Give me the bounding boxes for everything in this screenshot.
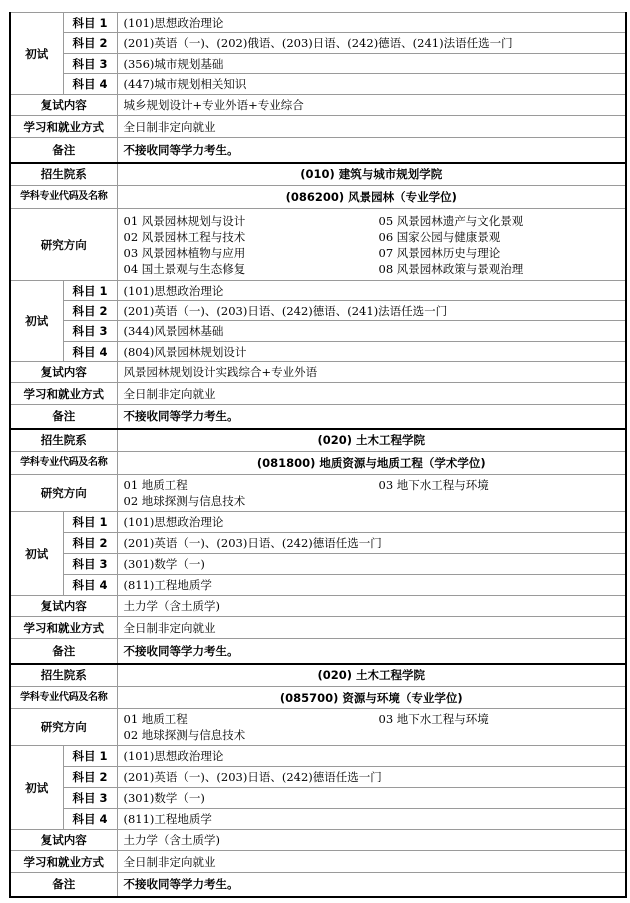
major-label: 学科专业代码及名称: [10, 452, 117, 475]
directions-list: [124, 211, 626, 279]
subject-label: 科目 1: [63, 281, 117, 301]
subject-value: (301)数学（一): [117, 554, 626, 575]
table-row: [10, 405, 626, 429]
fushi-value: 土力学（含土质学): [117, 830, 626, 851]
fushi-value: 土力学（含土质学): [117, 596, 626, 617]
table-row: [10, 851, 626, 873]
table-row: [10, 321, 626, 342]
table-row: [10, 687, 626, 709]
study-mode-value: 全日制非定向就业: [117, 116, 626, 138]
remark-label: 备注: [10, 138, 117, 163]
subject-label: 科目 4: [63, 342, 117, 362]
table-row: [10, 575, 626, 596]
chushi-label: 初试: [10, 746, 63, 830]
subject-label: 科目 2: [63, 767, 117, 788]
table-row: [10, 33, 626, 54]
admissions-table: [9, 12, 627, 898]
department-label: 招生院系: [10, 664, 117, 687]
fushi-label: 复试内容: [10, 362, 117, 383]
table-row: [10, 664, 626, 687]
table-row: [10, 186, 626, 209]
table-row: [10, 95, 626, 116]
subject-value: (101)思想政治理论: [117, 281, 626, 301]
subject-value: (811)工程地质学: [117, 809, 626, 830]
study-mode-label: 学习和就业方式: [10, 116, 117, 138]
department-value: (020) 土木工程学院: [117, 664, 626, 687]
subject-value: (201)英语（一)、(203)日语、(242)德语任选一门: [117, 767, 626, 788]
direction-item: 05 风景园林遗产与文化景观: [378, 213, 524, 228]
direction-item: 03 风景园林植物与应用: [123, 245, 246, 260]
remark-label: 备注: [10, 873, 117, 897]
remark-label: 备注: [10, 405, 117, 429]
direction-item: 02 地球探测与信息技术: [123, 494, 246, 508]
table-row: [10, 138, 626, 163]
table-row: [10, 709, 626, 746]
direction-item: 08 风景园林政策与景观治理: [378, 261, 524, 276]
study-mode-label: 学习和就业方式: [10, 851, 117, 873]
table-row: [10, 209, 626, 281]
subject-value: (301)数学（一): [117, 788, 626, 809]
subject-label: 科目 1: [63, 13, 117, 33]
subject-label: 科目 4: [63, 74, 117, 95]
direction-item: 07 风景园林历史与理论: [378, 245, 501, 260]
table-row: [10, 429, 626, 452]
table-row: [10, 452, 626, 475]
table-row: [10, 362, 626, 383]
subject-value: (447)城市规划相关知识: [117, 74, 626, 95]
table-row: [10, 163, 626, 186]
direction-item: 01 地质工程: [123, 478, 188, 492]
department-label: 招生院系: [10, 429, 117, 452]
subject-value: (344)风景园林基础: [117, 321, 626, 342]
subject-value: (804)风景园林规划设计: [117, 342, 626, 362]
remark-value: 不接收同等学力考生。: [117, 138, 626, 163]
study-mode-label: 学习和就业方式: [10, 617, 117, 639]
chushi-label: 初试: [10, 512, 63, 596]
fushi-value: 城乡规划设计+专业外语+专业综合: [117, 95, 626, 116]
table-row: [10, 301, 626, 321]
directions-label: 研究方向: [10, 475, 117, 512]
subject-value: (201)英语（一)、(203)日语、(242)德语任选一门: [117, 533, 626, 554]
subject-label: 科目 1: [63, 512, 117, 533]
table-row: [10, 809, 626, 830]
remark-value: 不接收同等学力考生。: [117, 873, 626, 897]
table-row: [10, 475, 626, 512]
major-label: 学科专业代码及名称: [10, 186, 117, 209]
subject-label: 科目 3: [63, 554, 117, 575]
table-row: [10, 873, 626, 897]
table-row: [10, 116, 626, 138]
subject-label: 科目 1: [63, 746, 117, 767]
direction-item: 02 风景园林工程与技术: [123, 229, 246, 244]
major-label: 学科专业代码及名称: [10, 687, 117, 709]
table-row: [10, 639, 626, 664]
major-value: (081800) 地质资源与地质工程（学术学位): [117, 452, 626, 475]
direction-item: 03 地下水工程与环境: [378, 478, 489, 492]
direction-item: 02 地球探测与信息技术: [123, 728, 246, 742]
subject-label: 科目 2: [63, 33, 117, 54]
subject-value: (201)英语（一)、(202)俄语、(203)日语、(242)德语、(241)法语任选一门: [117, 33, 626, 54]
remark-value: 不接收同等学力考生。: [117, 405, 626, 429]
subject-label: 科目 3: [63, 788, 117, 809]
subject-value: (101)思想政治理论: [117, 746, 626, 767]
study-mode-value: 全日制非定向就业: [117, 851, 626, 873]
subject-value: (811)工程地质学: [117, 575, 626, 596]
subject-value: (101)思想政治理论: [117, 13, 626, 33]
fushi-label: 复试内容: [10, 596, 117, 617]
table-row: [10, 281, 626, 301]
direction-item: [379, 727, 626, 743]
directions-label: 研究方向: [10, 709, 117, 746]
directions-value: [117, 709, 626, 746]
subject-value: (101)思想政治理论: [117, 512, 626, 533]
table-row: [10, 383, 626, 405]
directions-value: [117, 475, 626, 512]
direction-item: 04 国土景观与生态修复: [123, 261, 246, 276]
direction-item: 01 地质工程: [123, 712, 188, 726]
fushi-label: 复试内容: [10, 95, 117, 116]
table-row: [10, 767, 626, 788]
study-mode-label: 学习和就业方式: [10, 383, 117, 405]
study-mode-value: 全日制非定向就业: [117, 617, 626, 639]
chushi-label: 初试: [10, 13, 63, 95]
directions-list: [124, 709, 626, 745]
table-row: [10, 596, 626, 617]
directions-value: [117, 209, 626, 281]
table-row: [10, 554, 626, 575]
study-mode-value: 全日制非定向就业: [117, 383, 626, 405]
subject-label: 科目 3: [63, 54, 117, 74]
table-row: [10, 74, 626, 95]
table-row: [10, 13, 626, 33]
table-row: [10, 788, 626, 809]
direction-item: [379, 493, 626, 509]
direction-item: 01 风景园林规划与设计: [123, 213, 246, 228]
table-row: [10, 512, 626, 533]
table-row: [10, 54, 626, 74]
table-row: [10, 746, 626, 767]
department-value: (010) 建筑与城市规划学院: [117, 163, 626, 186]
subject-label: 科目 3: [63, 321, 117, 342]
department-value: (020) 土木工程学院: [117, 429, 626, 452]
department-label: 招生院系: [10, 163, 117, 186]
direction-item: 06 国家公园与健康景观: [378, 229, 501, 244]
subject-value: (356)城市规划基础: [117, 54, 626, 74]
subject-label: 科目 4: [63, 809, 117, 830]
admissions-table-sheet: [9, 12, 625, 898]
table-row: [10, 342, 626, 362]
directions-list: [124, 475, 626, 511]
subject-label: 科目 4: [63, 575, 117, 596]
fushi-value: 风景园林规划设计实践综合+专业外语: [117, 362, 626, 383]
subject-value: (201)英语（一)、(203)日语、(242)德语、(241)法语任选一门: [117, 301, 626, 321]
fushi-label: 复试内容: [10, 830, 117, 851]
direction-item: 03 地下水工程与环境: [378, 712, 489, 726]
table-row: [10, 617, 626, 639]
major-value: (086200) 风景园林（专业学位): [117, 186, 626, 209]
directions-label: 研究方向: [10, 209, 117, 281]
remark-label: 备注: [10, 639, 117, 664]
subject-label: 科目 2: [63, 533, 117, 554]
table-row: [10, 830, 626, 851]
chushi-label: 初试: [10, 281, 63, 362]
major-value: (085700) 资源与环境（专业学位): [117, 687, 626, 709]
subject-label: 科目 2: [63, 301, 117, 321]
remark-value: 不接收同等学力考生。: [117, 639, 626, 664]
table-row: [10, 533, 626, 554]
